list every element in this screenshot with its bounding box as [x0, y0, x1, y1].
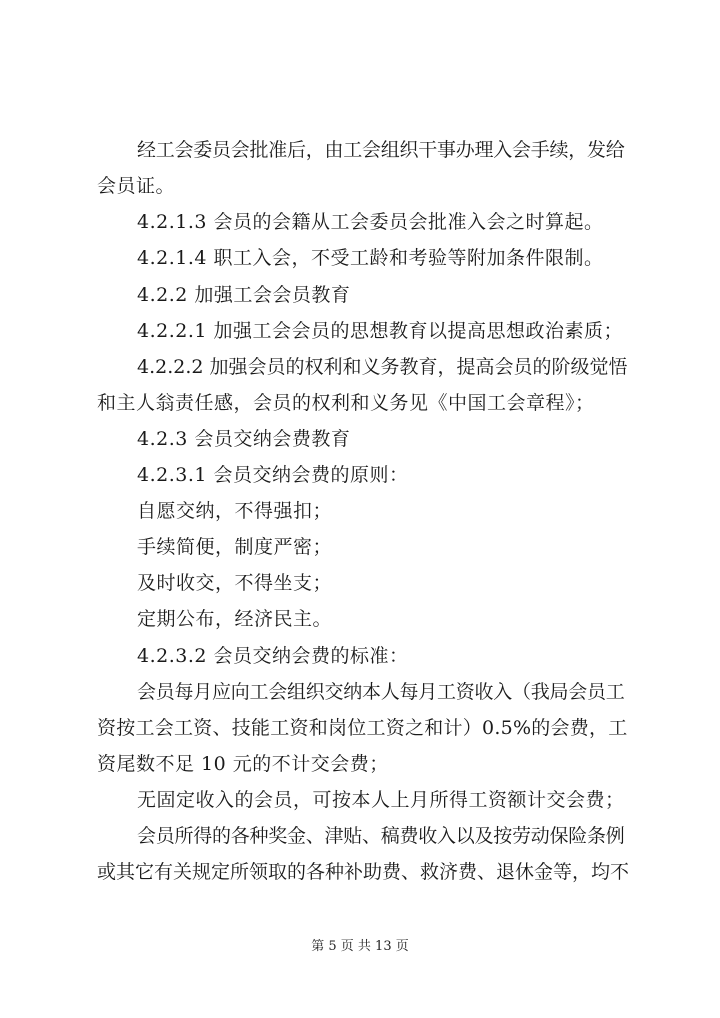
text-line: 自愿交纳，不得强扣； — [137, 500, 333, 522]
text-line: 或其它有关规定所领取的各种补助费、救济费、退休金等，均不 — [97, 861, 630, 883]
text-line: 经工会委员会批准后，由工会组织干事办理入会手续，发给 — [137, 139, 625, 161]
text-line: 无固定收入的会员，可按本人上月所得工资额计交会费； — [137, 789, 625, 811]
text-line: 4.2.2 加强工会会员教育 — [137, 284, 351, 306]
text-line: 4.2.1.4 职工入会，不受工龄和考验等附加条件限制。 — [137, 247, 604, 269]
text-line: 4.2.2.2 加强会员的权利和义务教育，提高会员的阶级觉悟 — [137, 356, 628, 378]
text-line: 和主人翁责任感，会员的权利和义务见《中国工会章程》； — [97, 392, 595, 414]
text-line: 4.2.3 会员交纳会费教育 — [137, 428, 351, 450]
text-line: 4.2.3.1 会员交纳会费的原则： — [137, 464, 409, 486]
text-line: 会员证。 — [97, 175, 176, 197]
page-number-footer: 第 5 页 共 13 页 — [311, 939, 409, 954]
text-line: 会员每月应向工会组织交纳本人每月工资收入（我局会员工 — [137, 681, 625, 703]
text-line: 4.2.2.1 加强工会会员的思想教育以提高思想政治素质； — [137, 320, 624, 342]
text-line: 定期公布，经济民主。 — [137, 608, 333, 630]
text-line: 4.2.3.2 会员交纳会费的标准： — [137, 645, 409, 667]
text-line: 资按工会工资、技能工资和岗位工资之和计）0.5%的会费，工 — [97, 717, 628, 739]
text-line: 及时收交，不得坐支； — [137, 572, 333, 594]
text-line: 会员所得的各种奖金、津贴、稿费收入以及按劳动保险条例 — [137, 825, 625, 847]
text-line: 4.2.1.3 会员的会籍从工会委员会批准入会之时算起。 — [137, 211, 604, 233]
text-line: 资尾数不足 10 元的不计交会费； — [97, 753, 389, 775]
text-line: 手续简便，制度严密； — [137, 536, 333, 558]
